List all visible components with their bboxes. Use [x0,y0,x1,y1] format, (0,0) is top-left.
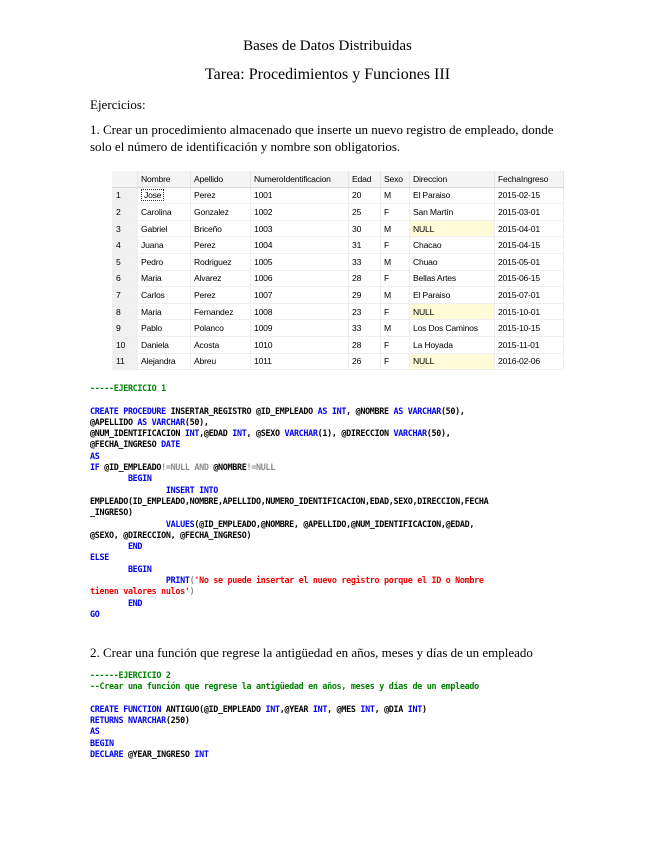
code-token: PRINT [165,575,190,586]
code-line [90,406,488,417]
table-row[interactable] [112,270,564,287]
grid-header-fecha-ingreso: FechaIngreso [495,171,564,187]
cell-rownum[interactable]: 4 [112,237,138,254]
cell-direccion[interactable]: NULL [410,303,495,320]
code-token: 'No se puede insertar el nuevo registro porque el ID o Nombre [194,575,484,586]
cell-fecha-ingreso[interactable]: 2015-02-15 [495,187,564,204]
code-token: INT [184,428,200,439]
code-line [90,715,479,726]
cell-nombre[interactable]: Carolina [138,204,191,221]
code-token: INT [312,703,328,714]
code-line [90,485,488,496]
cell-sexo[interactable]: M [381,320,410,337]
code-line [90,749,479,760]
grid-header-apellido: Apellido [191,171,251,187]
cell-nombre[interactable]: Carlos [138,287,191,304]
cell-apellido[interactable]: Polanco [191,320,251,337]
cell-sexo[interactable]: M [381,187,410,204]
code-token: INSERTAR_REGISTRO @ID_EMPLEADO [170,405,318,416]
code-token: , @SEXO [246,428,285,439]
cell-fecha-ingreso[interactable]: 2015-11-01 [495,336,564,353]
code-token: BEGIN [127,563,152,574]
sql-code-ejercicio-1 [90,383,488,620]
code-token: AS VARCHAR [393,405,441,416]
cell-direccion[interactable]: Los Dos Caminos [410,320,495,337]
code-line [90,530,488,541]
code-line [90,609,488,620]
code-line [90,519,488,530]
cell-direccion[interactable]: NULL [410,353,495,370]
code-token [90,473,128,483]
cell-nombre[interactable]: Daniela [138,336,191,353]
code-line [90,439,488,450]
table-row[interactable] [112,336,564,353]
cell-sexo[interactable]: F [381,353,410,370]
cell-rownum[interactable]: 9 [112,320,138,337]
cell-direccion[interactable]: San Martín [410,204,495,221]
question-2: 2. Crear una función que regrese la antigüedad en años, meses y días de un empleado [90,645,533,660]
code-token: ( [189,575,195,586]
cell-nombre[interactable] [138,187,191,204]
table-row[interactable] [112,187,564,204]
cell-numero-identificacion[interactable]: 1003 [251,220,349,237]
code-token: , @DIA [374,703,408,714]
table-row[interactable] [112,253,564,270]
code-token: NVARCHAR [127,715,166,726]
code-token [90,598,128,608]
code-token: ------EJERCICIO 2 [90,670,171,680]
code-token: @SEXO, @DIRECCION, @FECHA_INGRESO) [90,529,252,540]
code-token: AS INT [317,405,347,416]
cell-numero-identificacion[interactable]: 1005 [251,253,349,270]
code-line [90,541,488,552]
code-token: -----EJERCICIO 1 [90,383,166,393]
cell-rownum[interactable]: 10 [112,336,138,353]
code-token: AND [194,462,214,473]
code-token: _INGRESO) [90,507,133,518]
cell-numero-identificacion[interactable]: 1001 [251,187,349,204]
code-token: ) [189,586,195,597]
code-token: END [127,541,143,552]
code-line [90,681,479,692]
cell-nombre[interactable]: Alejandra [138,353,191,370]
cell-fecha-ingreso[interactable]: 2015-04-01 [495,220,564,237]
code-token [90,519,166,529]
cell-edad[interactable]: 29 [349,287,381,304]
cell-edad[interactable]: 20 [349,187,381,204]
code-token: NULL [256,462,275,473]
cell-sexo[interactable]: F [381,204,410,221]
cell-apellido[interactable]: Perez [191,237,251,254]
cell-rownum[interactable]: 6 [112,270,138,287]
code-token [90,564,128,574]
cell-direccion[interactable]: NULL [410,220,495,237]
code-token: ,@EDAD [199,428,233,439]
code-line [90,738,479,749]
question-1: 1. Crear un procedimiento almacenado que inserte un nuevo registro de empleado, donde solo el número de identificación y nombre son obligatorios. [90,122,554,154]
code-token: @APELLIDO [90,416,138,427]
code-line [90,394,488,405]
code-line [90,598,488,609]
code-line [90,704,479,715]
cell-sexo[interactable]: F [381,303,410,320]
code-token: , @NOMBRE [346,405,394,416]
cell-fecha-ingreso[interactable]: 2015-05-01 [495,253,564,270]
table-row[interactable] [112,320,564,337]
cell-nombre[interactable]: Gabriel [138,220,191,237]
code-token: INT [232,428,247,439]
code-token: INT [265,703,280,714]
code-line [90,473,488,484]
table-row[interactable] [112,303,564,320]
cell-direccion[interactable]: Chuao [410,253,495,270]
code-line [90,726,479,737]
code-token: ELSE [90,552,109,563]
cell-numero-identificacion[interactable]: 1006 [251,270,349,287]
cell-direccion[interactable]: La Hoyada [410,336,495,353]
cell-numero-identificacion[interactable]: 1011 [251,353,349,370]
code-token: (1), @DIRECCION [317,428,394,439]
code-token: (@ID_EMPLEADO,@NOMBRE, @APELLIDO,@NUM_IDENTIFICACION,@EDAD, [194,518,475,529]
cell-nombre[interactable]: Juana [138,237,191,254]
sql-code-ejercicio-2 [90,670,479,760]
selected-cell-text: Jose [141,189,164,201]
code-token: RETURNS [90,715,128,726]
cell-apellido[interactable]: Perez [191,287,251,304]
cell-fecha-ingreso[interactable]: 2015-04-15 [495,237,564,254]
cell-edad[interactable]: 25 [349,204,381,221]
code-token: VARCHAR [284,428,318,439]
code-line [90,552,488,563]
cell-apellido[interactable]: Abreu [191,353,251,370]
cell-edad[interactable]: 33 [349,320,381,337]
cell-direccion[interactable]: Bellas Artes [410,270,495,287]
code-token: BEGIN [90,737,114,748]
code-token: CREATE FUNCTION [90,703,166,714]
cell-numero-identificacion[interactable]: 1010 [251,336,349,353]
code-token: VARCHAR [393,428,427,439]
document-title: Bases de Datos Distribuidas [243,38,412,54]
cell-fecha-ingreso[interactable]: 2015-10-15 [495,320,564,337]
document-subtitle: Tarea: Procedimientos y Funciones III [204,66,451,83]
cell-nombre[interactable]: Maria [138,270,191,287]
cell-rownum[interactable]: 8 [112,303,138,320]
code-token: END [127,597,143,608]
cell-apellido[interactable]: Rodriguez [191,253,251,270]
cell-rownum[interactable]: 2 [112,204,138,221]
cell-rownum[interactable]: 1 [112,187,138,204]
code-token: INT [360,703,375,714]
cell-numero-identificacion[interactable]: 1008 [251,303,349,320]
grid-header-direccion: Direccion [410,171,495,187]
table-row[interactable] [112,353,564,370]
code-token: @FECHA_INGRESO [90,439,162,450]
cell-direccion[interactable]: El Paraiso [410,287,495,304]
cell-edad[interactable]: 26 [349,353,381,370]
code-token: != [246,462,256,473]
cell-edad[interactable]: 28 [349,270,381,287]
exercises-label: Ejercicios: [90,97,146,112]
cell-numero-identificacion[interactable]: 1004 [251,237,349,254]
cell-fecha-ingreso[interactable]: 2015-03-01 [495,204,564,221]
cell-apellido[interactable]: Gonzalez [191,204,251,221]
code-token: != [161,462,171,473]
cell-fecha-ingreso[interactable]: 2015-10-01 [495,303,564,320]
code-token: (50), [184,416,209,427]
cell-nombre[interactable]: Pedro [138,253,191,270]
code-token [90,575,166,585]
code-token: DECLARE [90,749,128,760]
table-row[interactable] [112,237,564,254]
table-row[interactable] [112,220,564,237]
cell-rownum[interactable]: 5 [112,253,138,270]
code-token: IF [90,462,105,473]
code-token: @YEAR_INGRESO [127,749,195,760]
code-token: @NUM_IDENTIFICACION [90,428,185,439]
code-token: AS [90,726,100,737]
cell-fecha-ingreso[interactable]: 2015-07-01 [495,287,564,304]
code-token: ANTIGUO(@ID_EMPLEADO [165,703,266,714]
cell-rownum[interactable]: 3 [112,220,138,237]
code-token: INT [407,703,423,714]
code-token: , @MES [327,703,361,714]
code-token [90,485,166,495]
cell-apellido[interactable]: Briceño [191,220,251,237]
code-token: (50), [440,405,465,416]
code-line [90,670,479,681]
cell-numero-identificacion[interactable]: 1007 [251,287,349,304]
cell-nombre[interactable]: Maria [138,303,191,320]
code-line [90,575,488,586]
code-line [90,428,488,439]
cell-sexo[interactable]: M [381,220,410,237]
cell-numero-identificacion[interactable]: 1002 [251,204,349,221]
table-row[interactable] [112,287,564,304]
code-token: BEGIN [127,473,152,484]
code-token: AS [90,450,100,461]
cell-sexo[interactable]: F [381,270,410,287]
cell-edad[interactable]: 23 [349,303,381,320]
code-line [90,586,488,597]
code-line [90,564,488,575]
grid-header-sexo: Sexo [381,171,410,187]
code-token: --Crear una función que regrese la antigüedad en años, meses y días de un empleado [90,681,479,692]
code-token: GO [90,608,100,619]
cell-edad[interactable]: 33 [349,253,381,270]
cell-sexo[interactable]: M [381,253,410,270]
code-token: INSERT INTO [165,484,219,495]
code-line [90,496,488,507]
code-token [90,541,128,551]
code-token: INT [194,749,209,760]
cell-sexo[interactable]: M [381,287,410,304]
cell-edad[interactable]: 30 [349,220,381,237]
cell-edad[interactable]: 31 [349,237,381,254]
grid-header-rownum [112,171,138,187]
cell-apellido[interactable]: Acosta [191,336,251,353]
code-token: (250) [165,715,190,726]
cell-apellido[interactable]: Alvarez [191,270,251,287]
code-token: (50), [426,428,451,439]
cell-apellido[interactable]: Fernandez [191,303,251,320]
code-token: ,@YEAR [279,703,313,714]
cell-nombre[interactable]: Pablo [138,320,191,337]
results-grid [112,171,564,370]
code-line [90,451,488,462]
code-line [90,417,488,428]
code-token: @NOMBRE [213,462,247,473]
code-token: EMPLEADO(ID_EMPLEADO,NOMBRE,APELLIDO,NUMERO_IDENTIFICACION,EDAD,SEXO,DIRECCION,FECHA [90,495,489,506]
code-line [90,383,488,394]
code-token: VALUES [165,518,195,529]
cell-direccion[interactable]: El Paraiso [410,187,495,204]
code-token: AS VARCHAR [137,416,185,427]
grid-header-edad: Edad [349,171,381,187]
table-row[interactable] [112,204,564,221]
cell-rownum[interactable]: 7 [112,287,138,304]
code-token: ) [422,703,427,714]
cell-sexo[interactable]: F [381,237,410,254]
grid-header-row [112,171,564,187]
code-token: CREATE PROCEDURE [90,405,171,416]
code-token: DATE [161,439,181,450]
cell-rownum[interactable]: 11 [112,353,138,370]
cell-sexo[interactable]: F [381,336,410,353]
cell-direccion[interactable]: Chacao [410,237,495,254]
code-token: tienen valores nulos' [90,586,190,597]
code-token: NULL [170,462,195,473]
cell-fecha-ingreso[interactable]: 2015-06-15 [495,270,564,287]
grid-header-nombre: Nombre [138,171,191,187]
cell-fecha-ingreso[interactable]: 2016-02-06 [495,353,564,370]
cell-edad[interactable]: 28 [349,336,381,353]
cell-numero-identificacion[interactable]: 1009 [251,320,349,337]
code-token: @ID_EMPLEADO [104,462,162,473]
code-line [90,462,488,473]
code-line [90,693,479,704]
grid-header-numero-identificacion: NumeroIdentificacion [251,171,349,187]
cell-apellido[interactable]: Perez [191,187,251,204]
code-line [90,507,488,518]
